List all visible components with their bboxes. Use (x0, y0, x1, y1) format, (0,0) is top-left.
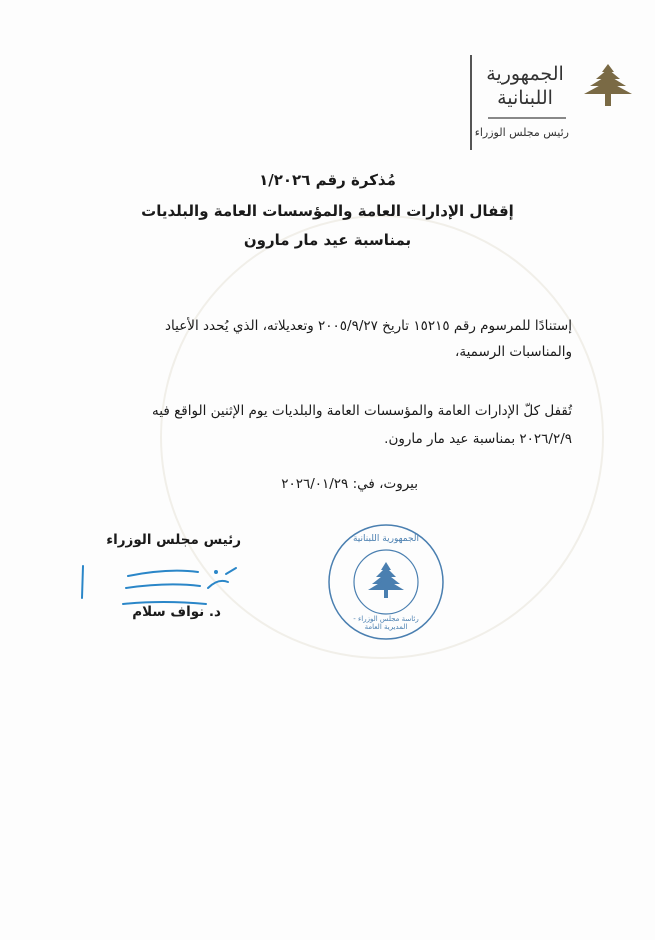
stamp-bottom-text: رئاسة مجلس الوزراء - المديرية العامة (353, 615, 419, 631)
signatory-name: د. نواف سلام (132, 604, 221, 620)
memo-occasion: بمناسبة عيد مار مارون (243, 231, 412, 249)
letterhead-office: رئيس مجلس الوزراء (474, 126, 569, 139)
official-stamp (326, 522, 446, 646)
paragraph-1-line-2: والمناسبات الرسمية، (455, 344, 572, 360)
cedar-logo-icon (582, 62, 634, 114)
date-line: بيروت، في: ٢٠٢٦/٠١/٢٩ (281, 476, 418, 492)
paragraph-2-line-1: تُقفل كلّ الإدارات العامة والمؤسسات العامة والبلديات يوم الإثنين الواقع فيه (152, 403, 572, 419)
signatory-title: رئيس مجلس الوزراء (106, 532, 241, 548)
paragraph-1-line-1: إستنادًا للمرسوم رقم ١٥٢١٥ تاريخ ٢٠٠٥/٩/٢٧ وتعديلاته، الذي يُحدد الأعياد (165, 318, 572, 334)
memo-number: مُذكرة رقم ١/٢٠٢٦ (259, 171, 396, 189)
paragraph-2-line-2: ٢٠٢٦/٢/٩ بمناسبة عيد مار مارون. (384, 431, 572, 447)
stamp-top-text: الجمهورية اللبنانية (352, 534, 420, 544)
letterhead-emblem-text: الجمهورية اللبنانية (486, 63, 564, 109)
memo-subject: إقفال الإدارات العامة والمؤسسات العامة والبلديات (141, 202, 514, 220)
letterhead-divider (470, 55, 472, 150)
letterhead-rule (488, 117, 566, 119)
